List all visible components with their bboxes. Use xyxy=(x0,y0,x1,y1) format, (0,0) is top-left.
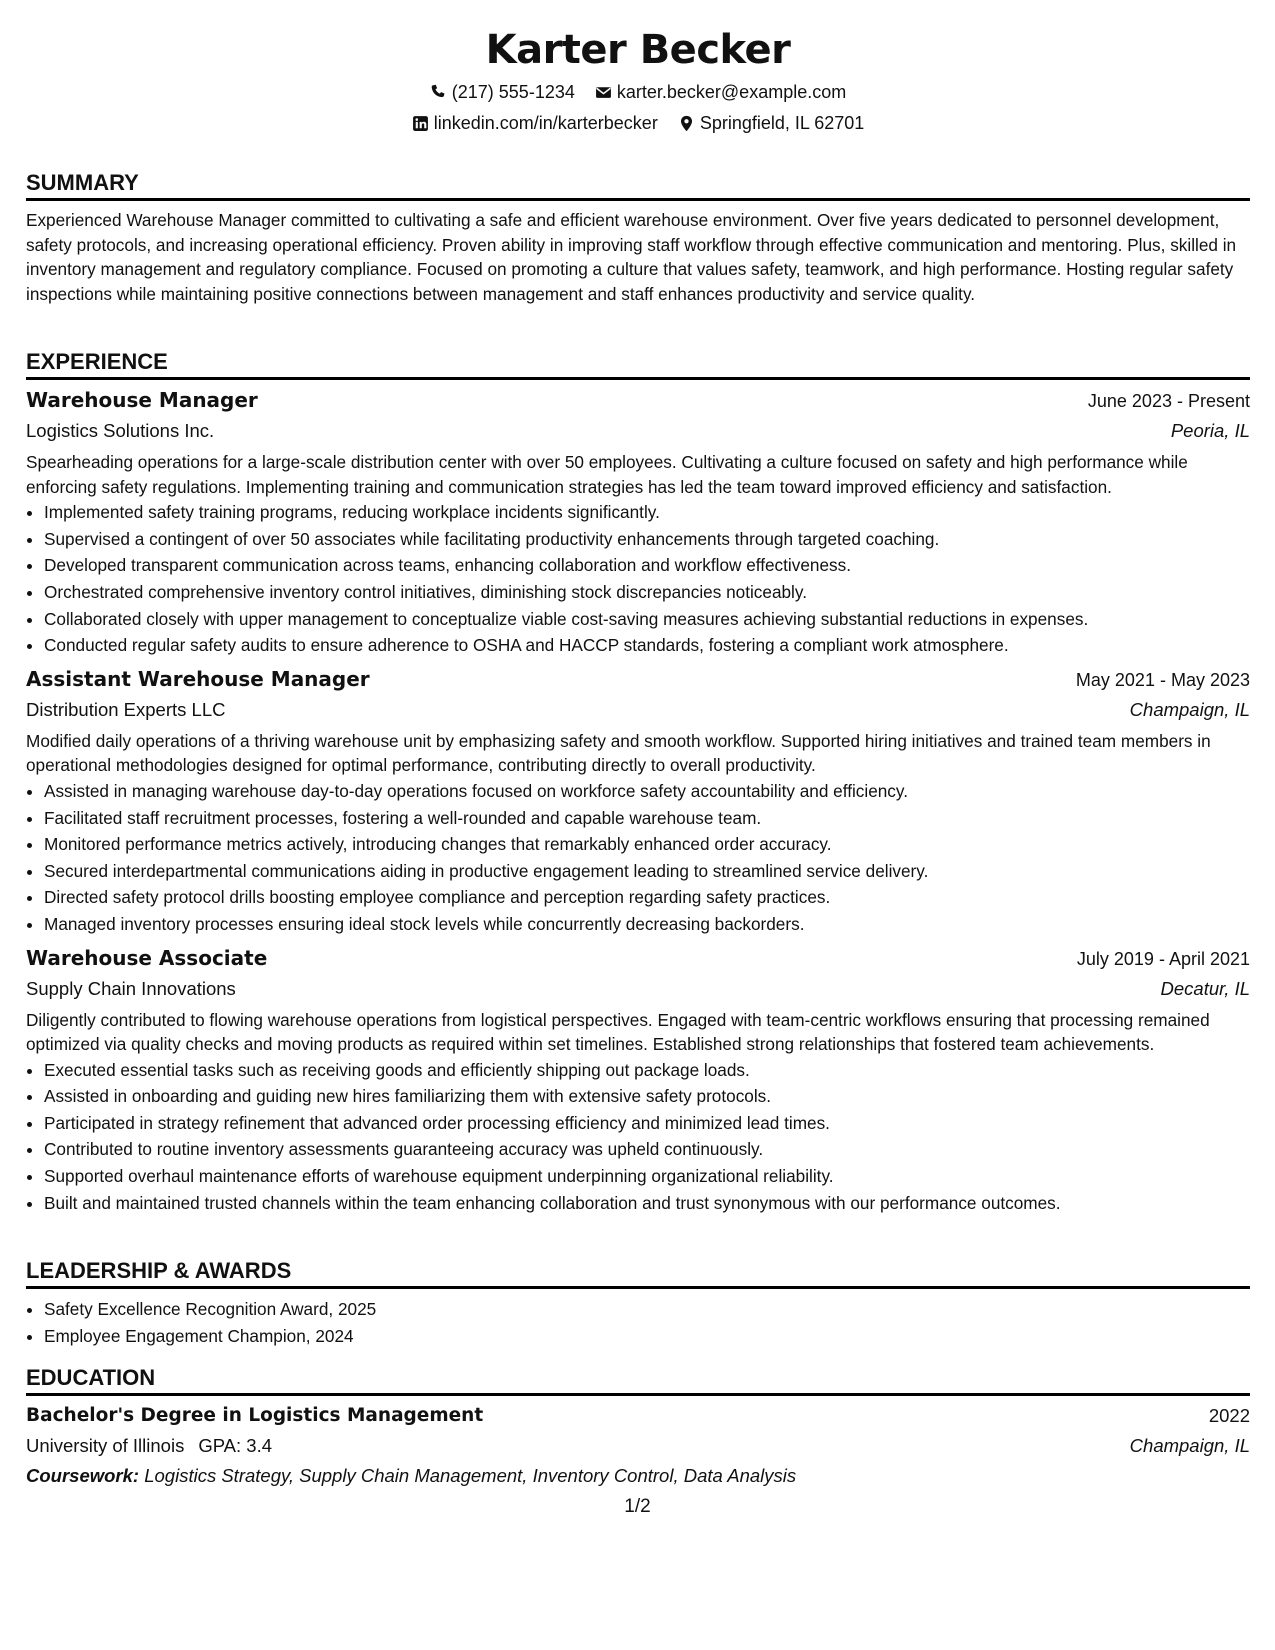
coursework-list: Logistics Strategy, Supply Chain Management, Inventory Control, Data Analysis xyxy=(144,1465,797,1486)
job-dates: May 2021 - May 2023 xyxy=(1075,669,1250,690)
linkedin-icon xyxy=(412,114,430,132)
job-location: Champaign, IL xyxy=(1129,698,1250,720)
bullet-item: • Monitored performance metrics actively, introducing changes that remarkably enhanced order accuracy. xyxy=(44,831,1250,858)
bullet-item: • Implemented safety training programs, reducing workplace incidents significantly. xyxy=(44,499,1250,526)
contact-linkedin[interactable] xyxy=(412,111,658,135)
email-text: karter.becker@example.com xyxy=(616,82,847,102)
job-description: Spearheading operations for a large-scale distribution center with over 50 employees. Cultivating a culture focused on safety and high performance while enforcing safety regulations. Implementing training and communication strategies has led the team toward improved efficiency and satisfaction. xyxy=(26,452,1188,497)
job-company: Distribution Experts LLC xyxy=(26,698,226,720)
linkedin-text: linkedin.com/in/karterbecker xyxy=(433,113,658,133)
summary-section xyxy=(26,170,1250,306)
job-title: Warehouse Associate xyxy=(26,945,268,970)
graduation-year: 2022 xyxy=(1208,1405,1250,1426)
summary-text: Experienced Warehouse Manager committed to cultivating a safe and efficient warehouse environment. Over five years dedicated to personnel development, safety protocols, and increasing operational efficiency. Proven ability in improving staff workflow through effective communication and mentoring. Plus, skilled in inventory management and regulatory compliance. Focused on promoting a culture that values safety, teamwork, and high performance. Hosting regular safety inspections while maintaining positive connections between management and staff enhances productivity and service quality. xyxy=(26,210,1237,304)
phone-text: (217) 555-1234 xyxy=(451,82,575,102)
award-item: • Employee Engagement Champion, 2024 xyxy=(44,1323,1250,1350)
job-entry xyxy=(26,943,1250,1217)
bullet-item: • Participated in strategy refinement that advanced order processing efficiency and minimized lead times. xyxy=(44,1110,1250,1137)
job-title: Warehouse Manager xyxy=(26,388,258,412)
bullet-item: • Assisted in onboarding and guiding new hires familiarizing them with extensive safety protocols. xyxy=(44,1083,1250,1110)
bullet-item: • Facilitated staff recruitment processes, fostering a well-rounded and capable warehouse team. xyxy=(44,805,1250,832)
job-company: Logistics Solutions Inc. xyxy=(26,420,215,441)
experience-heading: EXPERIENCE xyxy=(26,349,1250,380)
bullet-item: • Executed essential tasks such as receiving goods and efficiently shipping out package loads. xyxy=(44,1057,1250,1084)
bullet-item: • Assisted in managing warehouse day-to-day operations focused on workforce safety accountability and efficiency. xyxy=(44,778,1250,805)
award-item: • Safety Excellence Recognition Award, 2025 xyxy=(44,1296,1250,1323)
leadership-section xyxy=(26,1258,1250,1349)
job-bullets xyxy=(26,1057,1250,1217)
job-dates: June 2023 - Present xyxy=(1087,391,1250,411)
bullet-item: • Contributed to routine inventory assessments guaranteeing accuracy was upheld continuously. xyxy=(44,1136,1250,1163)
gpa: GPA: 3.4 xyxy=(198,1435,273,1456)
phone-icon xyxy=(430,83,448,101)
degree-title: Bachelor's Degree in Logistics Management xyxy=(26,1405,484,1426)
bullet-item: • Directed safety protocol drills boosting employee compliance and perception regarding safety practices. xyxy=(44,884,1250,911)
education-section xyxy=(26,1365,1250,1491)
map-marker-icon xyxy=(678,114,696,132)
experience-section xyxy=(26,349,1250,1216)
bullet-item: • Developed transparent communication across teams, enhancing collaboration and workflow effectiveness. xyxy=(44,552,1250,579)
bullet-item: • Secured interdepartmental communications aiding in productive engagement leading to streamlined service delivery. xyxy=(44,858,1250,885)
contact-line-1 xyxy=(26,80,1250,104)
job-company: Supply Chain Innovations xyxy=(26,977,236,999)
awards-list xyxy=(26,1296,1250,1349)
job-entry xyxy=(26,664,1250,938)
bullet-item: • Managed inventory processes ensuring ideal stock levels while concurrently decreasing backorders. xyxy=(44,911,1250,938)
job-location: Peoria, IL xyxy=(1170,420,1250,441)
coursework xyxy=(26,1461,1250,1491)
bullet-item: • Built and maintained trusted channels within the team enhancing collaboration and trust synonymous with our performance outcomes. xyxy=(44,1190,1250,1217)
envelope-icon xyxy=(595,83,613,101)
location-text: Springfield, IL 62701 xyxy=(699,113,865,133)
bullet-item: • Conducted regular safety audits to ensure adherence to OSHA and HACCP standards, fostering a compliant work atmosphere. xyxy=(44,632,1250,659)
job-entry xyxy=(26,385,1250,659)
job-bullets xyxy=(26,499,1250,659)
school-location: Champaign, IL xyxy=(1129,1435,1250,1456)
school-name: University of Illinois xyxy=(26,1435,185,1456)
job-description: Diligently contributed to flowing warehouse operations from logistical perspectives. Engaged with team-centric workflows ensuring that processing remained optimized via quality checks and moving products as required within set timelines. Established strong relationships that fostered team achievements. xyxy=(26,1009,1210,1055)
job-title: Assistant Warehouse Manager xyxy=(26,666,370,691)
bullet-item: • Supported overhaul maintenance efforts of warehouse equipment underpinning organizational reliability. xyxy=(44,1163,1250,1190)
candidate-name: Karter Becker xyxy=(485,27,791,73)
summary-heading: SUMMARY xyxy=(26,170,1250,201)
job-description: Modified daily operations of a thriving warehouse unit by emphasizing safety and smooth workflow. Supported hiring initiatives and trained team members in operational methodologies designed for optimal performance, contributing directly to overall productivity. xyxy=(26,730,1211,776)
bullet-item: • Supervised a contingent of over 50 associates while facilitating productivity enhancements through targeted coaching. xyxy=(44,526,1250,553)
resume-page xyxy=(26,0,1250,1486)
job-dates: July 2019 - April 2021 xyxy=(1076,948,1250,969)
coursework-label: Coursework: xyxy=(26,1465,140,1486)
leadership-heading: LEADERSHIP & AWARDS xyxy=(26,1258,1250,1289)
contact-line-2 xyxy=(26,111,1250,135)
contact-location xyxy=(678,111,864,135)
page-number: 1/2 xyxy=(624,1496,651,1517)
bullet-item: • Orchestrated comprehensive inventory control initiatives, diminishing stock discrepancies noticeably. xyxy=(44,579,1250,606)
bullet-item: • Collaborated closely with upper management to conceptualize viable cost-saving measures achieving substantial reductions in expenses. xyxy=(44,606,1250,633)
job-location: Decatur, IL xyxy=(1160,977,1250,999)
education-heading: EDUCATION xyxy=(26,1365,1250,1396)
job-bullets xyxy=(26,778,1250,938)
contact-email[interactable] xyxy=(595,80,846,104)
contact-phone xyxy=(430,80,575,104)
